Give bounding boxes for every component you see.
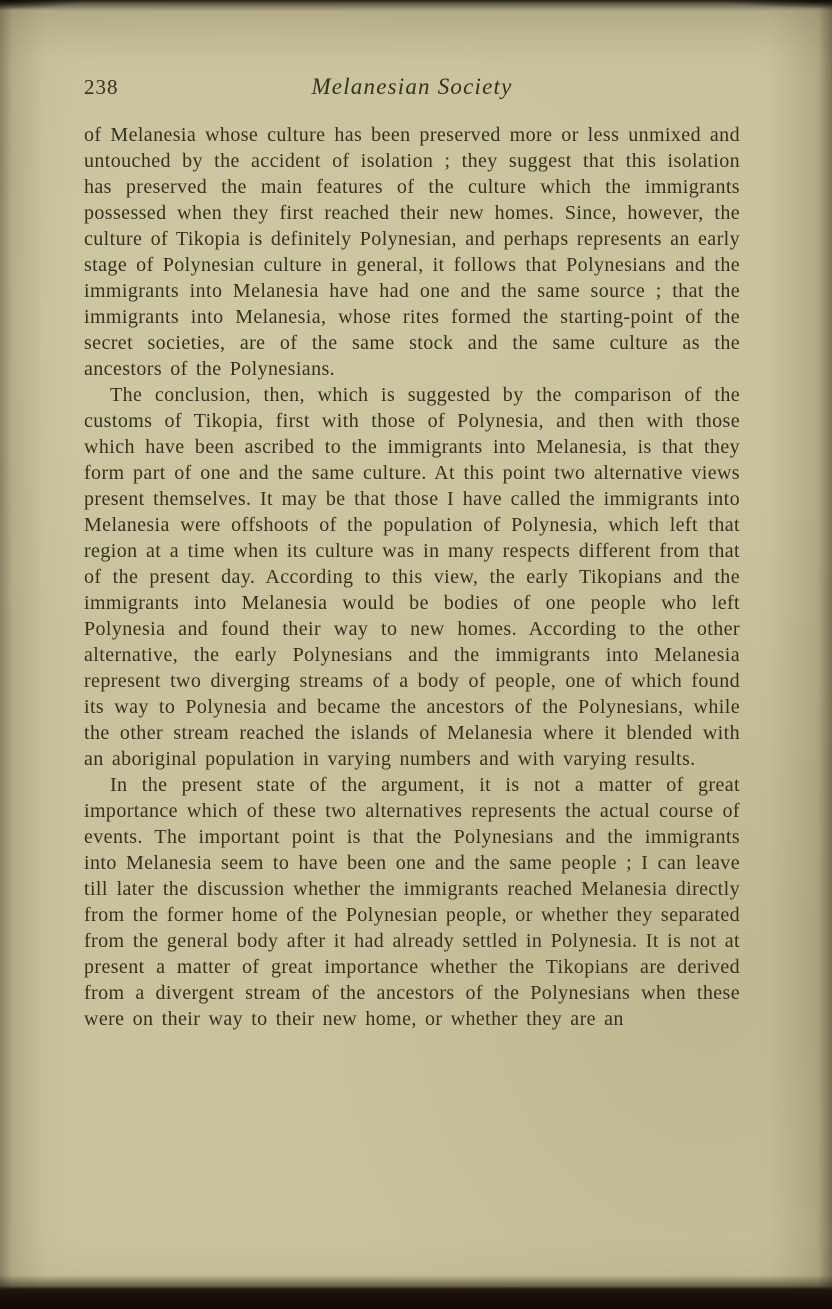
paragraph-2: The conclusion, then, which is suggested by the comparison of the customs of Tikopia, first with those of Polynesia, and then with those which have been ascribed to the immigrants into Melanesia, is that they form part of one and the same culture. At this point two alternative views present themselves. It may be that those I have called the immigrants into Melanesia were offshoots of the population of Polynesia, which left that region at a time when its culture was in many respects different from that of the present day. According to this view, the early Tikopians and the immigrants into Melanesia would be bodies of one people who left Polynesia and found their way to new homes. According to the other alternative, the early Polynesians and the immigrants into Melanesia represent two diverging streams of a body of people, one of which found its way to Polynesia and became the ancestors of the Polynesians, while the other stream reached the islands of Melanesia where it blended with an aboriginal population in varying numbers and with varying results. xyxy=(84,384,740,770)
paragraph-1: of Melanesia whose culture has been preserved more or less unmixed and untouched by the accident of isolation ; they suggest that this isolation has preserved the main features of the culture which the immigrants possessed when they first reached their new homes. Since, however, the culture of Tikopia is definitely Polynesian, and perhaps represents an early stage of Polynesian culture in general, it follows that Polynesians and the immigrants into Melanesia have had one and the same source ; that the immigrants into Melanesia, whose rites formed the starting-point of the secret societies, are of the same stock and the same culture as the ancestors of the Polynesians. xyxy=(84,124,740,380)
page-header xyxy=(84,74,740,106)
paragraph-3: In the present state of the argument, it is not a matter of great importance which of these two alternatives represents the actual course of events. The important point is that the Polynesians and the immigrants into Melanesia seem to have been one and the same people ; I can leave till later the discussion whether the immigrants reached Melanesia directly from the former home of the Polynesian people, or whether they separated from the general body after it had already settled in Polynesia. It is not at present a matter of great importance whether the Tikopians are derived from a divergent stream of the ancestors of the Polynesians when these were on their way to their new home, or whether they are an xyxy=(84,774,740,1030)
running-head-title: Melanesian Society xyxy=(311,74,513,99)
scan-edge-bottom xyxy=(0,1275,832,1309)
page-number: 238 xyxy=(84,75,119,99)
body-text xyxy=(84,122,740,1032)
